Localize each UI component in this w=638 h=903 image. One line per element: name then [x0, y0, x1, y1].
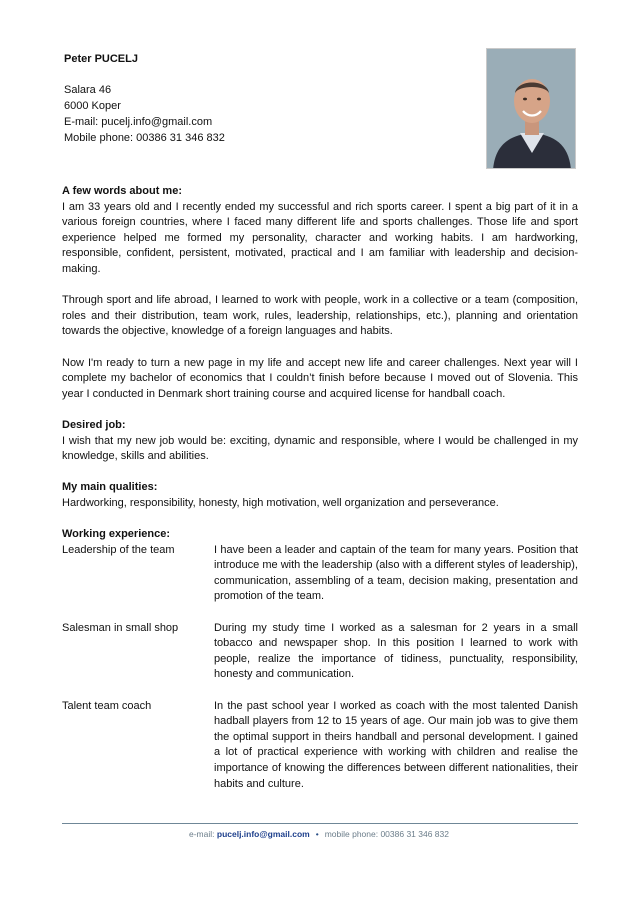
experience-title: Leadership of the team — [62, 543, 175, 556]
about-paragraph-3: Now I'm ready to turn a new page in my life and accept new life and career challenges. Next year will I complete my bachelor of economics that I couldn’t finish before because I moved out of Slovenia. This year I conducted in Denmark short training course and acquired license for handball coach. — [62, 356, 578, 400]
experience-description: In the past school year I worked as coach with the most talented Danish hadball players from 12 to 15 years of age. Our main job was to give them the optimal support in theirs handball and personal development. I gained a lot of practical experience with working with children and realise the importance of knowing the differences between different nationalities, their habits and culture. — [214, 699, 578, 790]
applicant-name: Peter PUCELJ — [64, 53, 138, 65]
experience-title: Salesman in small shop — [62, 621, 179, 634]
experience-description: During my study time I worked as a salesman for 2 years in a small tobacco and newspaper shop. In this position I learned to work with people, realize the importance of tidiness, punctuality, responsibility, honesty and communication. — [214, 621, 578, 681]
qualities-heading: My main qualities: — [62, 481, 158, 494]
address-line-1: Salara 46 — [64, 84, 112, 96]
address-line-2: 6000 Koper — [64, 100, 121, 112]
experience-item-leadership — [62, 543, 578, 605]
desired-job-text: I wish that my new job would be: exciting, dynamic and responsible, where I would be challenged in my knowledge, skills and abilities. — [62, 434, 578, 463]
contact-block — [64, 82, 225, 146]
experience-item-coach — [62, 699, 578, 793]
about-heading: A few words about me: — [62, 185, 182, 197]
experience-title: Talent team coach — [62, 699, 152, 712]
main-content — [62, 184, 578, 792]
about-paragraph-1: I am 33 years old and I recently ended my successful and rich sports career. I spent a big part of it in a various foreign countries, where I faced many different life and sports challenges. Those life and sport experience helped me formed my personality, character and working habits. I am hardworking, responsible, confident, persistent, motivated, practical and I am familiar with leadership and decision-making. — [62, 200, 578, 275]
footer-phone: mobile phone: 00386 31 346 832 — [324, 829, 449, 839]
footer-divider — [62, 823, 578, 824]
experience-heading: Working experience: — [62, 528, 170, 541]
qualities-text: Hardworking, responsibility, honesty, high motivation, well organization and perseverance. — [62, 496, 499, 509]
footer-email-link[interactable]: pucelj.info@gmail.com — [216, 829, 310, 839]
email-line: E-mail: pucelj.info@gmail.com — [64, 116, 213, 128]
phone-line: Mobile phone: 00386 31 346 832 — [64, 132, 225, 144]
footer-separator: • — [315, 829, 319, 839]
experience-item-salesman — [62, 621, 578, 683]
desired-job-heading: Desired job: — [62, 418, 126, 431]
experience-description: I have been a leader and captain of the team for many years. Position that introduce me with the leadership (also with a different styles of leadership), communication, assembling of a team, decision making, presentation and promotion of the team. — [214, 543, 578, 603]
portrait-image — [487, 49, 576, 169]
footer — [0, 829, 638, 839]
footer-email-label: e-mail: — [189, 829, 217, 839]
about-paragraph-2: Through sport and life abroad, I learned to work with people, work in a collective or a team (composition, roles and their distribution, team work, rules, leadership, relationships, etc.), planning and orientation towards the objective, knowledge of a foreign languages and habits. — [62, 294, 578, 338]
profile-photo — [486, 48, 576, 169]
